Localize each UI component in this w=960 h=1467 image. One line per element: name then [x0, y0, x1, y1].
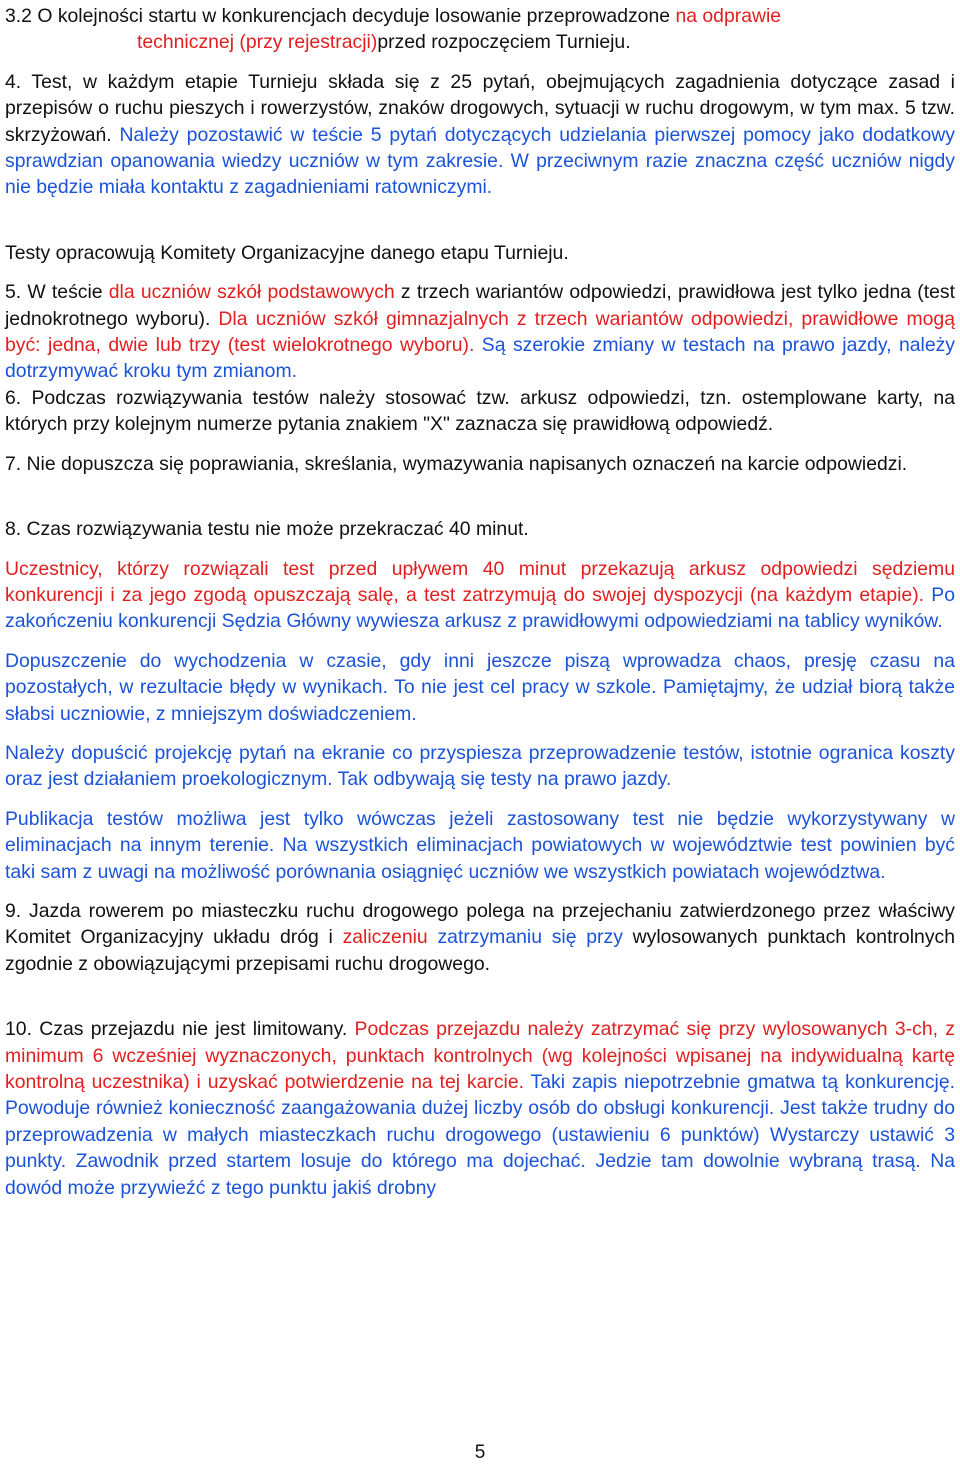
p5-text-c: z trzech wariantów odpowiedzi, prawidłowa jest tylko jedna (test jednokrotnego wyboru). — [5, 281, 955, 330]
paragraph-9 — [5, 898, 955, 977]
p5-text-e: Są szerokie zmiany w testach na prawo jazdy, należy dotrzymywać kroku tym zmianom. — [5, 334, 955, 383]
p6-text: 6. Podczas rozwiązywania testów należy stosować tzw. arkusz odpowiedzi, tzn. ostemplowane karty, na których przy kolejnym numerze pytania znakiem "X" zaznacza się prawidłową odpowiedź. — [5, 386, 955, 436]
paragraph-dopuszczenie — [5, 648, 955, 727]
p10-text-c: Taki zapis niepotrzebnie gmatwa tą konkurencję. Powoduje również konieczność zaangażowania dużej liczby osób do obsługi konkurencji. Jest także trudny do przeprowadzenia w małych miasteczkach ruchu drogowego (ustawieniu 6 punktów) Wystarczy ustawić 3 punkty. Zawodnik przed startem losuje do którego ma dojechać. Jedzie tam dowolnie wybraną trasą. Na dowód może przywieźć z tego punktu jakiś drobny — [5, 1071, 956, 1199]
p32-text-b: na odprawie — [675, 5, 782, 27]
p-pub-text-a: Publikacja testów możliwa jest tylko wówczas jeżeli zastosowany test nie będzie wykorzystywany w eliminacjach na innym terenie. — [5, 807, 955, 857]
paragraph-testy: Testy opracowują Komitety Organizacyjne danego etapu Turnieju. — [5, 241, 569, 264]
page-number: 5 — [474, 1442, 486, 1463]
p32-text-c: technicznej (przy rejestracji) — [137, 31, 378, 54]
paragraph-projekcja: Należy dopuścić projekcję pytań na ekranie co przyspiesza przeprowadzenie testów, istotnie ogranica koszty oraz jest działaniem proekologicznym. Tak odbywają się testy na prawo jazdy. — [5, 741, 955, 791]
p5-text-d: Dla uczniów szkół gimnazjalnych z trzech wariantów odpowiedzi, prawidłowe mogą być: jedna, dwie lub trzy (test wielokrotnego wyboru). — [5, 307, 955, 357]
p-ucz-text-b: Po zakończeniu konkurencji Sędzia Główny wywiesza arkusz z prawidłowymi odpowiedziami na tablicy wyników. — [5, 583, 955, 633]
p10-text-a: 10. Czas przejazdu nie jest limitowany. — [5, 1018, 355, 1041]
p-dop-text-a: Dopuszczenie — [5, 649, 140, 672]
paragraph-4 — [5, 69, 955, 201]
p9-text-c: zatrzymaniu się przy — [427, 926, 623, 949]
paragraph-uczestnicy — [5, 556, 955, 635]
p32-text-d: przed rozpoczęciem Turnieju. — [377, 31, 631, 54]
paragraph-publikacja — [5, 806, 955, 885]
p9-text-a: 9. Jazda rowerem po miasteczku ruchu drogowego polega na przejechaniu zatwierdzonego przez właściwy Komitet Organizacyjny układu dróg i — [5, 899, 955, 949]
p4-text-b: Należy pozostawić w teście 5 pytań dotyczących udzielania pierwszej pomocy jako dodatkowy sprawdzian opanowania wiedzy uczniów w tym zakresie. — [5, 123, 955, 173]
p9-text-b: zaliczeniu — [342, 926, 428, 949]
p-ucz-text-a: Uczestnicy, którzy rozwiązali test przed upływem 40 minut przekazują arkusz odpowiedzi sędziemu konkurencji i za jego zgodą opuszczają salę, a test zatrzymują do swojej dyspozycji (na każdym etapie). — [5, 557, 955, 606]
p5-text-b: dla uczniów szkół podstawowych — [108, 281, 395, 304]
paragraph-5-6 — [5, 279, 955, 437]
p10-text-b: Podczas przejazdu należy zatrzymać się przy wylosowanych 3-ch, z minimum 6 wcześniej wyznaczonych, punktach kontrolnych (wg kolejności wpisanej na indywidualną kartę kontrolną uczestnika) i uzyskać potwierdzenie na tej karcie. — [5, 1018, 955, 1093]
p4-text-a: 4. Test, w każdym etapie Turnieju składa się z 25 pytań, obejmujących zagadnienia dotyczące zasad i przepisów o ruchu pieszych i rowerzystów, znaków drogowych, sytuacji w ruchu drogowym, w tym max. 5 tzw. skrzyżowań. — [5, 70, 955, 146]
p4-text-c: W przeciwnym razie znaczna część uczniów nigdy nie będzie miała kontaktu z zagadnieniami ratowniczymi. — [5, 150, 955, 199]
paragraph-10 — [5, 1016, 955, 1201]
p5-text-a: 5. W teście — [5, 281, 109, 304]
p9-text-d: wylosowanych punktach kontrolnych zgodnie z obowiązującymi przepisami ruchu drogowego. — [5, 926, 955, 975]
p32-text-a: 3.2 O kolejności startu w konkurencjach decyduje losowanie przeprowadzone — [5, 5, 676, 27]
p-pub-text-b: Na wszystkich eliminacjach powiatowych w województwie test powinien być taki sam z uwagi na możliwość porównania osiągnięć uczniów we wszystkich powiatach województwa. — [5, 834, 955, 883]
p-dop-text-b: do wychodzenia w czasie, gdy inni jeszcze piszą wprowadza chaos, presję czasu na pozostałych, w rezultacie błędy w wynikach. To nie jest cel pracy w szkole. Pamiętajmy, że udział biorą także słabsi uczniowie, z mniejszym doświadczeniem. — [5, 649, 955, 725]
paragraph-3-2 — [5, 3, 955, 56]
paragraph-7: 7. Nie dopuszcza się poprawiania, skreślania, wymazywania napisanych oznaczeń na karcie odpowiedzi. — [5, 452, 908, 475]
paragraph-8: 8. Czas rozwiązywania testu nie może przekraczać 40 minut. — [5, 518, 529, 541]
